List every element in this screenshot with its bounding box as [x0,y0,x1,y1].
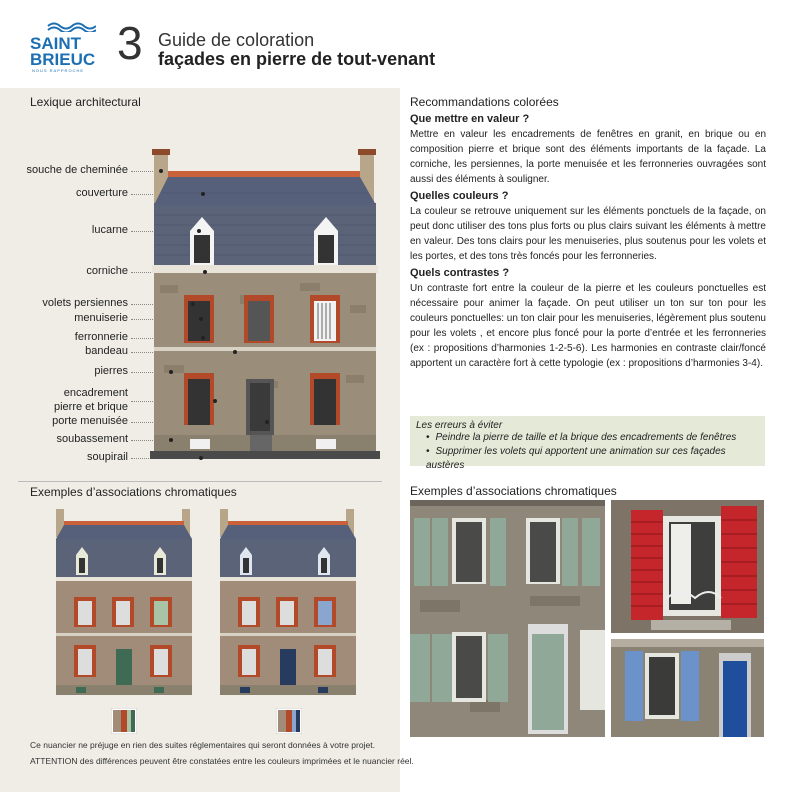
photo-red-shutters [611,500,764,633]
erreurs-title: Les erreurs à éviter [416,420,503,431]
lexique-heading: Lexique architectural [30,95,141,109]
label-porte: porte menuisée [52,415,128,427]
pointer-dot [201,336,205,340]
label-lucarne: lucarne [91,224,128,236]
label-menuiserie: menuiserie [74,312,128,324]
pointer-dot [265,420,269,424]
erreur-item: • Supprimer les volets qui apportent une animation sur ces façades austères [426,445,759,473]
label-pierre-brique: pierre et brique [54,401,128,413]
recommandations-body [410,110,766,371]
paragraph-contrastes: Un contraste fort entre la couleur de la pierre et les couleurs ponctuelles est nécessaire pour animer la façade. On peut utiliser un ton sur ton pour les couleurs ponctuelles: un ton clair pour les menuiseries, légèrement plus soutenu pour les volets , et encore plus foncé pour la porte d’entrée et les ferronneries (ex : propositions d’harmonies 1-2-5-6). Les harmonies en contraste clair/foncé apportent un caractère fort à cette typologie (ex : propositions d’harmonies 3-4). [410,283,766,369]
pointer-dot [159,169,163,173]
paragraph-valeur: Mettre en valeur les encadrements de fenêtres en granit, en brique ou en composition pierre et brique sont des éléments importants de la façade. La corniche, les persiennes, la porte menuisée et les ferronneries ouvragées sont aussi des éléments à souligner. [410,129,766,185]
divider [18,481,382,482]
pointer-dot [233,350,237,354]
pointer-dot [191,302,195,306]
label-pierres: pierres [94,365,128,377]
question-couleurs: Quelles couleurs ? [410,190,509,202]
label-volets: volets persiennes [42,297,128,309]
facade-example-blue [218,505,358,701]
label-encadrement: encadrement [63,387,128,399]
title-line1: Guide de coloration [158,30,315,50]
erreurs-list [426,431,759,473]
disclaimer-line1: Ce nuancier ne préjuge en rien des suites réglementaires qui seront données à votre projet. [30,740,375,750]
pointer-dot [169,370,173,374]
pointer-dot [197,229,201,233]
pointer-dot [199,456,203,460]
disclaimer-line2: ATTENTION des différences peuvent être constatées entre les couleurs imprimées et le nuancier réel. [30,756,414,766]
photo-green-shutters [410,500,605,737]
swatch-blue [276,708,302,734]
label-soubassement: soubassement [56,433,128,445]
question-contrastes: Quels contrastes ? [410,267,510,279]
recommandations-heading: Recommandations colorées [410,95,559,109]
erreurs-box [410,416,765,471]
guide-number: 3 [117,17,143,69]
label-souche: souche de cheminée [26,164,128,176]
logo-line1: SAINT [30,34,81,53]
wave-icon [46,20,96,32]
swatch-green [111,708,137,734]
exemples-right-heading: Exemples d’associations chromatiques [410,484,617,498]
pointer-dot [213,399,217,403]
facade-illustration [150,145,380,463]
exemples-left-heading: Exemples d’associations chromatiques [30,485,237,499]
pointer-dot [201,192,205,196]
logo-tagline: NOUS RAPPROCHE [32,68,85,73]
question-valeur: Que mettre en valeur ? [410,113,530,125]
erreur-item: • Peindre la pierre de taille et la brique des encadrements de fenêtres [426,431,759,445]
label-couverture: couverture [76,187,128,199]
pointer-dot [203,270,207,274]
photo-blue-shutters [611,639,764,737]
pointer-dot [169,438,173,442]
facade-example-green [54,505,194,701]
label-soupirail: soupirail [87,451,128,463]
pointer-dot [199,317,203,321]
title-line2: façades en pierre de tout-venant [158,49,436,69]
label-corniche: corniche [86,265,128,277]
label-bandeau: bandeau [85,345,128,357]
label-ferronnerie: ferronnerie [74,331,128,343]
saint-brieuc-logo [28,20,110,72]
paragraph-couleurs: La couleur se retrouve uniquement sur les éléments ponctuels de la façade, on peut donc utiliser des tons plus forts ou plus clairs suivant les éléments à mettre en valeur. Des tons clairs pour les menuiseries, plus soutenus pour les volets et les portes, et des tons très foncés pour les ferronneries. [410,206,766,262]
logo-line2: BRIEUC [30,50,96,69]
